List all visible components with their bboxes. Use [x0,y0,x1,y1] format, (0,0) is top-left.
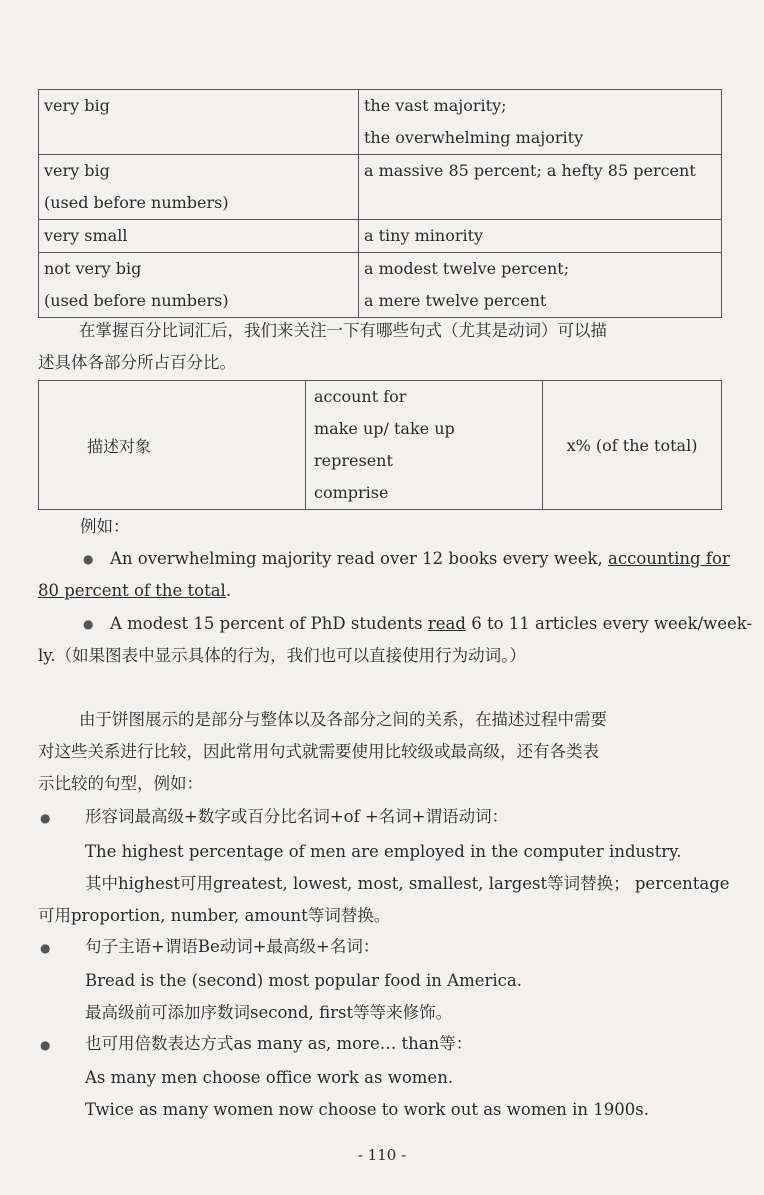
table-row [39,253,722,318]
table-cell [359,220,722,253]
table-row [39,220,722,253]
intro-line-2: 述具体各部分所占百分比。 [38,353,236,372]
paragraph-line-2: 对这些关系进行比较，因此常用句式就需要使用比较级或最高级，还有各类表 [38,742,599,761]
table-cell [359,90,722,155]
cell-text: a massive 85 percent; a hefty 85 percent [364,161,696,180]
item-3-heading: 也可用倍数表达方式as many as, more… than等： [85,1034,473,1053]
paragraph-line-3: 示比较的句型，例如： [38,774,203,793]
example-2-text: A modest 15 percent of PhD students [110,614,428,633]
example-1-underlined: 80 percent of the total [38,581,226,600]
table-row [39,381,722,510]
example-1-end: . [225,581,232,600]
cell-text: very big [44,96,110,115]
table-row [39,90,722,155]
cell-text: a modest twelve percent; [364,259,570,278]
item-3-example-2: Twice as many women now choose to work out as women in 1900s. [85,1100,649,1119]
paragraph-line-1: 由于饼图展示的是部分与整体以及各部分之间的关系，在描述过程中需要 [79,710,607,729]
example-2-underlined: read [427,614,466,633]
table-cell [39,155,359,220]
vocabulary-table [38,89,722,318]
cell-text: a tiny minority [364,226,484,245]
bullet-dot-icon: ● [83,552,94,566]
item-1-heading: 形容词最高级+数字或百分比名词+of +名词+谓语动词： [85,807,509,826]
item-2-note: 最高级前可添加序数词second, first等等来修饰。 [85,1003,453,1022]
example-label: 例如： [80,517,130,536]
cell-text: a mere twelve percent [364,291,547,310]
cell-text: very big [44,161,110,180]
cell-text: not very big [44,259,142,278]
table-cell [359,253,722,318]
verbs-cell [306,381,543,510]
verb-text: make up/ take up [314,419,455,438]
item-3-example-1: As many men choose office work as women. [85,1068,454,1087]
bullet-dot-icon: ● [40,1038,51,1052]
verb-text: represent [314,451,393,470]
item-1-note-2: 可用proportion, number, amount等词替换。 [38,906,391,925]
bullet-dot-icon: ● [40,811,51,825]
cell-text: (used before numbers) [44,193,229,212]
example-1-line-1 [110,543,730,575]
item-2-heading: 句子主语+谓语Be动词+最高级+名词： [85,937,380,956]
subject-cell: 描述对象 [39,381,306,510]
table-cell [39,220,359,253]
percent-cell: x% (of the total) [543,381,722,510]
table-cell [359,155,722,220]
verb-text: account for [314,387,407,406]
cell-text: the vast majority; [364,96,507,115]
bullet-dot-icon: ● [83,617,94,631]
table-cell [39,90,359,155]
sentence-pattern-table [38,380,722,510]
item-1-note-1: 其中highest可用greatest, lowest, most, smallest, largest等词替换； percentage [85,874,730,893]
example-2-line-1 [110,608,752,640]
example-1-underlined: accounting for [608,549,730,568]
cell-text: (used before numbers) [44,291,229,310]
cell-text: the overwhelming majority [364,128,584,147]
bullet-dot-icon: ● [40,941,51,955]
item-2-example: Bread is the (second) most popular food in America. [85,971,522,990]
cell-text: very small [44,226,128,245]
table-row [39,155,722,220]
example-1-line-2 [38,575,231,607]
table-cell [39,253,359,318]
page-number: - 110 - [357,1146,407,1164]
verb-text: comprise [314,483,389,502]
example-2-text: 6 to 11 articles every week/week- [465,614,753,633]
intro-line-1: 在掌握百分比词汇后，我们来关注一下有哪些句式（尤其是动词）可以描 [79,321,607,340]
example-2-line-2: ly.（如果图表中显示具体的行为，我们也可以直接使用行为动词。） [38,646,526,665]
example-1-text: An overwhelming majority read over 12 books every week, [110,549,609,568]
item-1-example: The highest percentage of men are employed in the computer industry. [85,842,682,861]
